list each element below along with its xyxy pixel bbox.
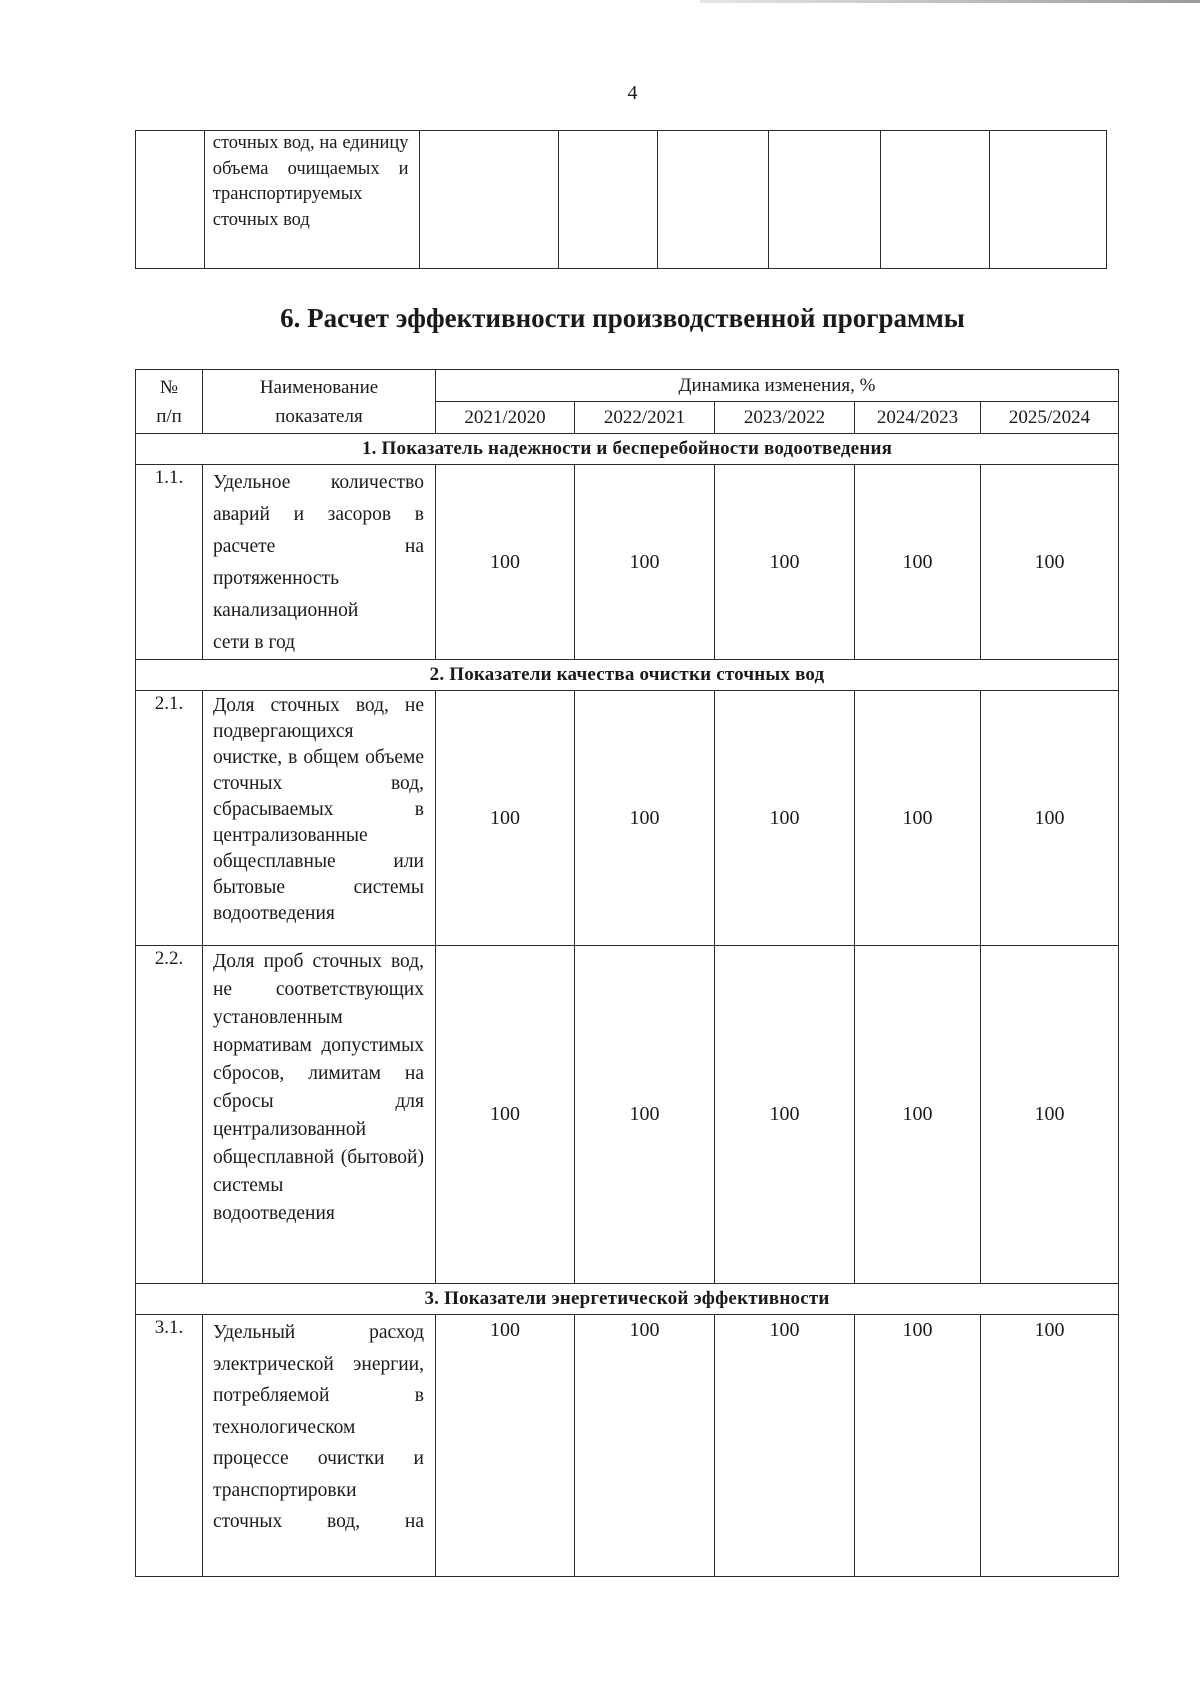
row-value: 100 <box>436 1315 575 1577</box>
description-line: Удельный расход <box>213 1322 424 1343</box>
header-name <box>203 370 436 434</box>
header-period: 2025/2024 <box>981 402 1119 434</box>
continuation-value-cell <box>559 131 658 269</box>
description-line: установленным <box>213 1007 343 1028</box>
row-value: 100 <box>855 465 981 660</box>
description-line: канализационной <box>213 600 359 621</box>
continuation-value-cell <box>989 131 1106 269</box>
description-line: Доля сточных вод, <box>213 695 389 716</box>
description-line: водоотведения <box>213 1203 335 1224</box>
row-value: 100 <box>436 465 575 660</box>
description-line: на протяженность <box>213 536 424 589</box>
header-period: 2023/2022 <box>715 402 855 434</box>
row-value: 100 <box>436 691 575 946</box>
header-num-top: № <box>159 376 179 398</box>
description-line: общесплавной <box>213 1147 335 1168</box>
table-row <box>136 465 1119 660</box>
continuation-line: единицу объема <box>212 133 409 179</box>
description-line: в централизованные <box>213 799 424 846</box>
continuation-line: транспортируемых <box>212 184 363 204</box>
header-period: 2022/2021 <box>575 402 715 434</box>
continuation-row <box>136 131 1107 269</box>
continuation-line: сточных вод, на <box>212 133 338 153</box>
description-line: сбросов, лимитам <box>213 1063 381 1084</box>
description-line: сточных вод, на <box>213 1511 424 1532</box>
row-number: 1.1. <box>136 465 203 660</box>
description-line: нормативам <box>213 1035 312 1056</box>
row-value: 100 <box>715 946 855 1284</box>
description-line: технологическом <box>213 1416 356 1438</box>
row-description <box>203 465 436 660</box>
row-value: 100 <box>715 691 855 946</box>
description-line: не подвергающихся <box>213 695 424 742</box>
table-row <box>136 946 1119 1284</box>
continuation-name-cell <box>204 131 419 269</box>
description-line: Удельное <box>213 472 291 493</box>
row-number: 2.1. <box>136 691 203 946</box>
description-line: электрической <box>213 1353 334 1375</box>
description-line: процессе очистки и <box>213 1448 424 1469</box>
row-number: 3.1. <box>136 1315 203 1577</box>
continuation-line: сточных вод <box>212 209 310 230</box>
section-title: 6. Расчет эффективности производственной программы <box>280 303 965 333</box>
description-line: количество аварий <box>213 472 424 525</box>
header-row-top <box>136 370 1119 402</box>
description-line: централизованной <box>213 1119 367 1140</box>
header-name-bottom: показателя <box>275 405 363 427</box>
row-value: 100 <box>575 946 715 1284</box>
row-value: 100 <box>981 465 1119 660</box>
group-header-row <box>136 434 1119 465</box>
row-value: 100 <box>855 1315 981 1577</box>
row-description <box>203 1315 436 1577</box>
continuation-value-cell <box>881 131 989 269</box>
description-line: бытовые системы <box>213 877 424 898</box>
description-line: допустимых <box>321 1035 424 1056</box>
description-line: (бытовой) системы <box>213 1147 424 1196</box>
row-value: 100 <box>855 946 981 1284</box>
continuation-line: очищаемых и <box>287 158 409 179</box>
row-description <box>203 946 436 1284</box>
table-row <box>136 1315 1119 1577</box>
row-value: 100 <box>981 691 1119 946</box>
description-line: и засоров в расчете <box>213 504 424 557</box>
group-title: 1. Показатель надежности и бесперебойности водоотведения <box>136 434 1119 465</box>
continuation-value-cell <box>657 131 768 269</box>
description-line: потребляемой в <box>213 1385 424 1406</box>
description-line: сети в год <box>213 632 296 653</box>
header-num <box>136 370 203 434</box>
group-header-row <box>136 1284 1119 1315</box>
header-name-top: Наименование <box>259 376 379 398</box>
row-value: 100 <box>575 691 715 946</box>
table-row <box>136 691 1119 946</box>
header-period: 2021/2020 <box>436 402 575 434</box>
group-title: 2. Показатели качества очистки сточных вод <box>136 660 1119 691</box>
row-value: 100 <box>575 1315 715 1577</box>
row-value: 100 <box>575 465 715 660</box>
row-value: 100 <box>436 946 575 1284</box>
description-line: вод, не <box>213 951 424 1000</box>
description-line: транспортировки <box>213 1479 357 1501</box>
description-line: общесплавные или <box>213 851 424 872</box>
description-line: соответствующих <box>275 979 424 1000</box>
description-line: энергии, <box>353 1353 424 1375</box>
description-line: вод, сбрасываемых <box>213 773 424 820</box>
efficiency-table <box>135 369 1119 1577</box>
row-value: 100 <box>981 946 1119 1284</box>
scan-edge-shadow <box>700 0 1200 3</box>
continuation-value-cell <box>419 131 559 269</box>
header-period: 2024/2023 <box>855 402 981 434</box>
row-value: 100 <box>855 691 981 946</box>
row-value: 100 <box>981 1315 1119 1577</box>
continuation-table <box>135 130 1107 269</box>
row-number: 2.2. <box>136 946 203 1284</box>
continuation-num-cell <box>136 131 205 269</box>
page-number: 4 <box>627 82 638 104</box>
row-value: 100 <box>715 1315 855 1577</box>
header-dynamics: Динамика изменения, % <box>436 370 1119 402</box>
group-title: 3. Показатели энергетической эффективности <box>136 1284 1119 1315</box>
row-value: 100 <box>715 465 855 660</box>
description-line: Доля проб сточных <box>213 951 382 972</box>
row-description <box>203 691 436 946</box>
description-line: объеме сточных <box>213 747 424 794</box>
header-num-bottom: п/п <box>156 405 182 427</box>
continuation-value-cell <box>768 131 881 269</box>
group-header-row <box>136 660 1119 691</box>
description-line: водоотведения <box>213 903 335 924</box>
description-line: на сбросы для <box>213 1063 425 1112</box>
description-line: очистке, в общем <box>213 747 360 768</box>
